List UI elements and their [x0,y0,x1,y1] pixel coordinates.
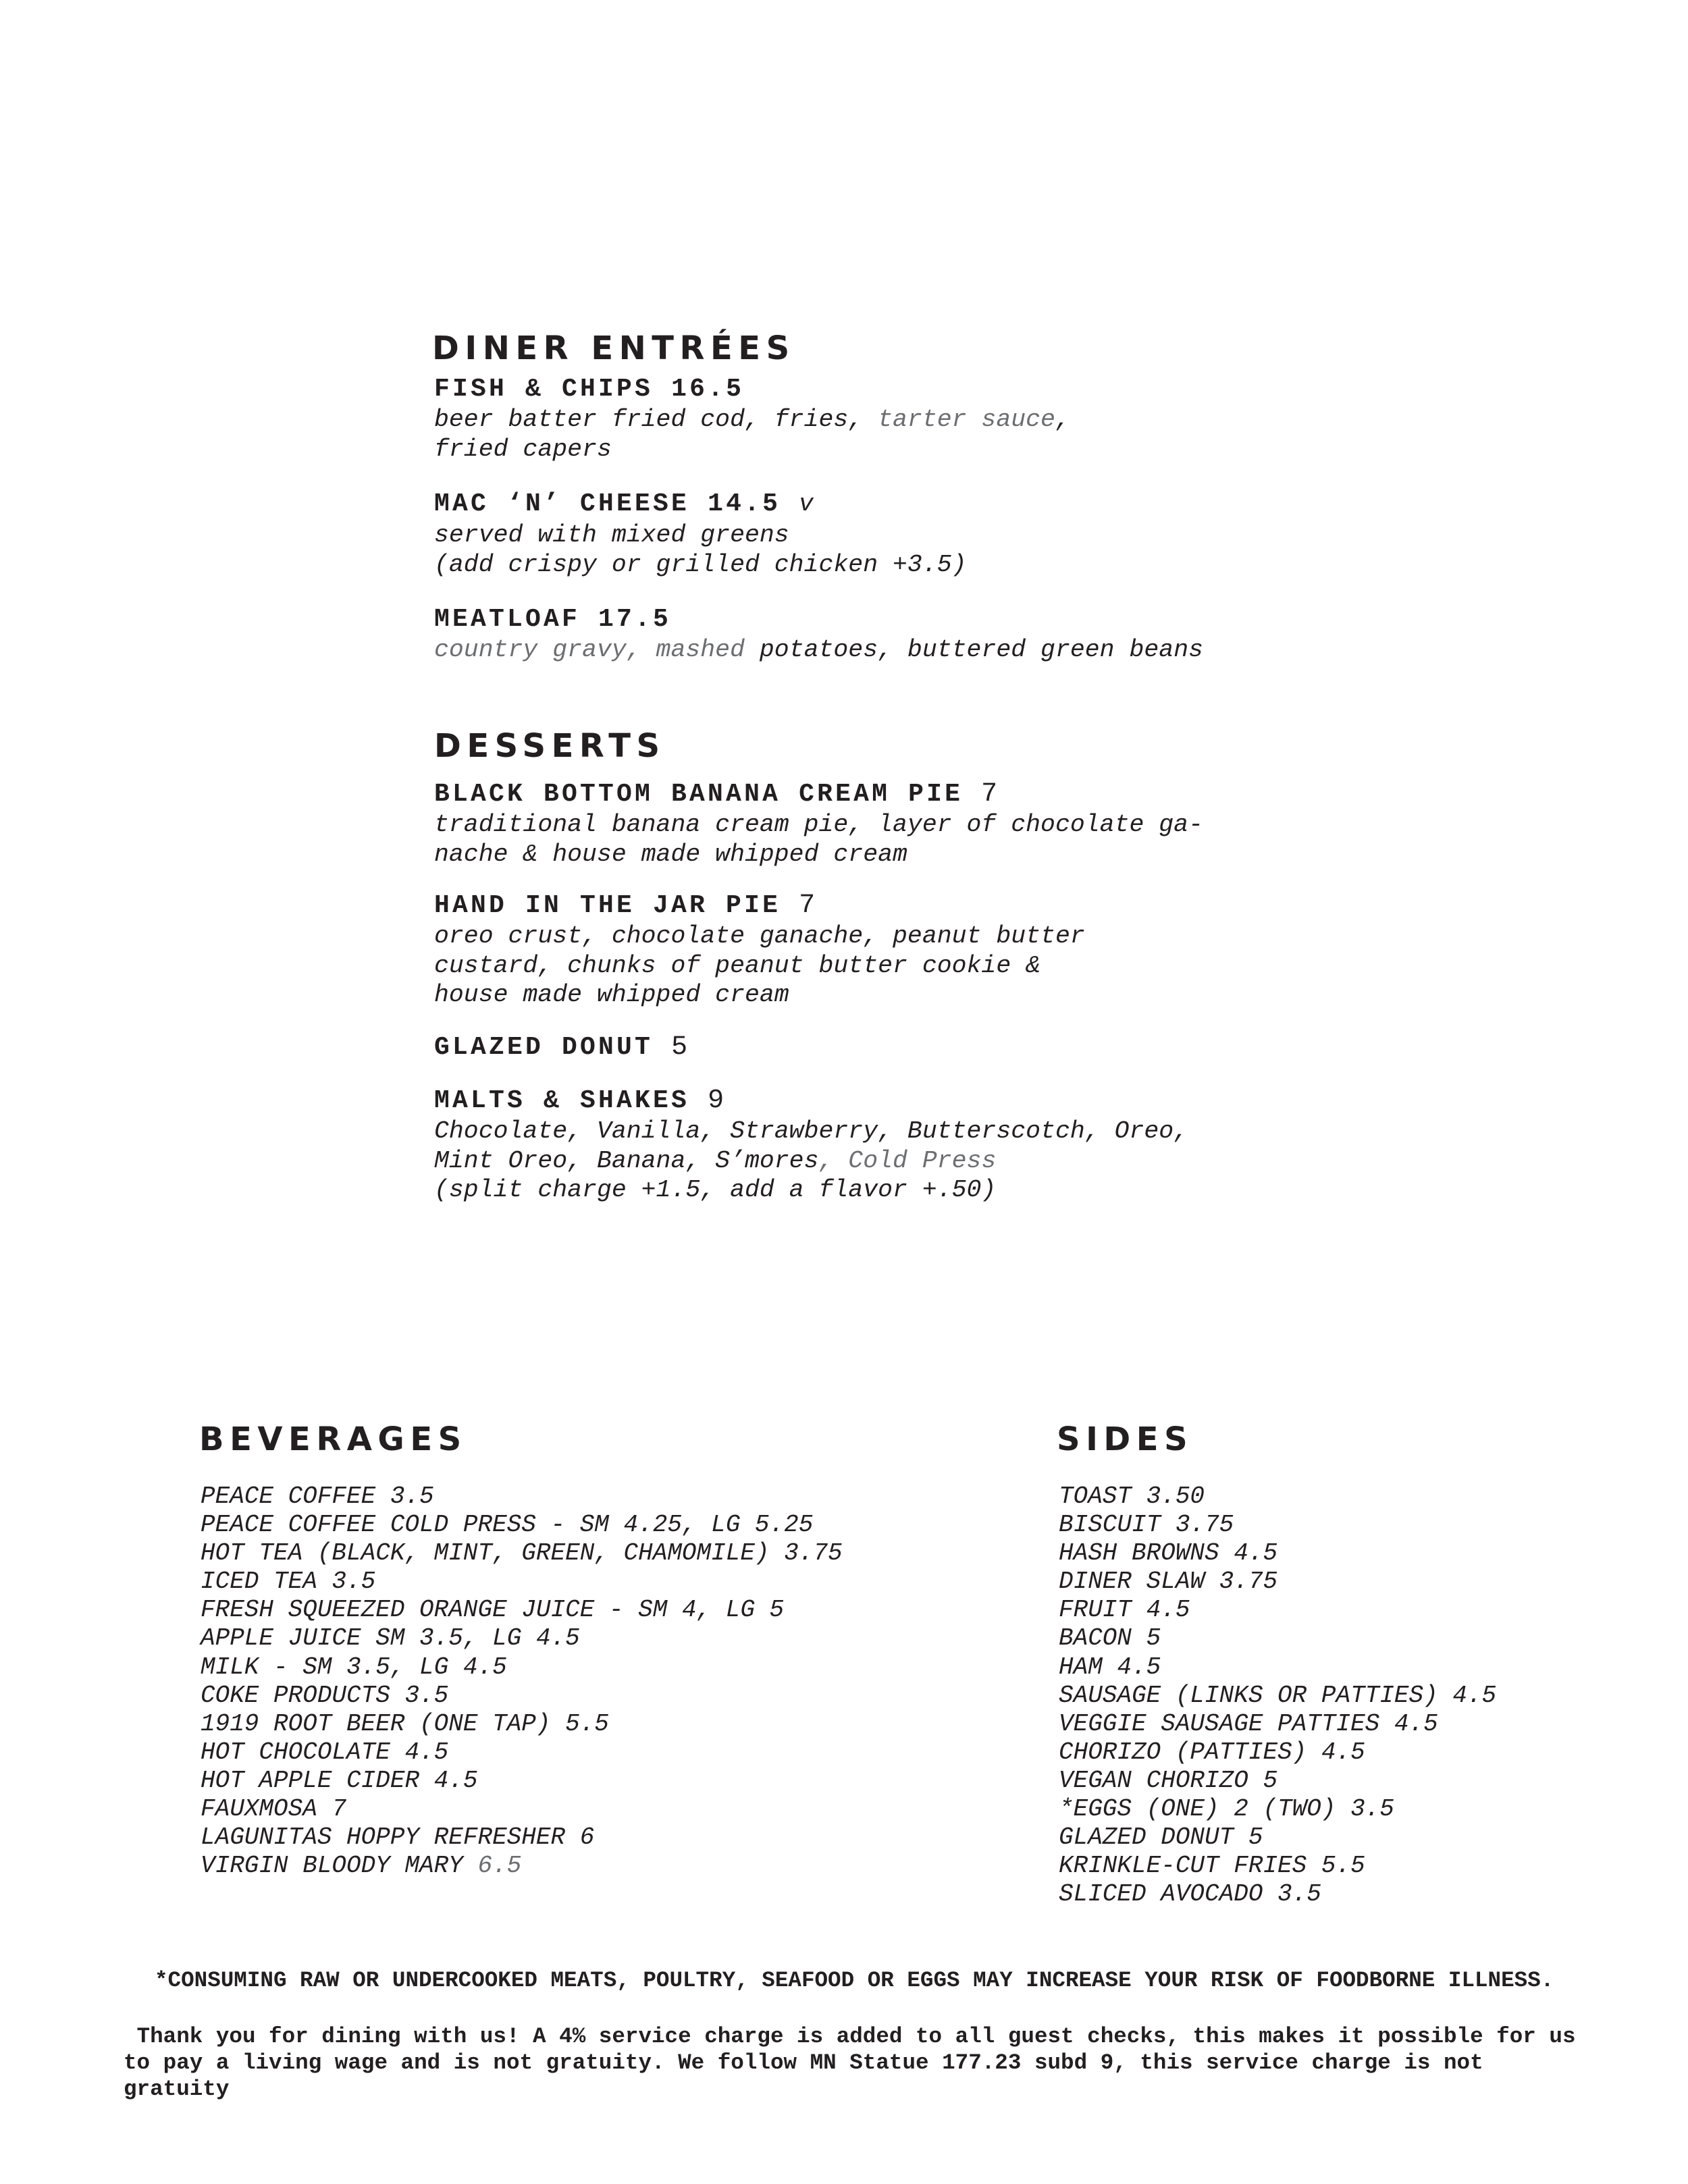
beverage-item [201,1624,843,1653]
menu-item-name [434,1086,724,1116]
description-line: custard, chunks of peanut butter cookie & [434,951,1041,980]
description-line: fried capers [434,435,612,463]
beverage-text: LAGUNITAS HOPPY REFRESHER 6 [201,1823,595,1852]
beverage-item [201,1596,843,1624]
side-item: VEGAN CHORIZO 5 [1059,1766,1278,1794]
menu-item-name [434,375,744,404]
description-text-light: country gravy, mashed [434,636,760,664]
description-line: house made whipped cream [434,981,789,1009]
description-text-light: tarter sauce [878,406,1055,433]
menu-item-description [434,405,1070,464]
item-title: MEATLOAF [434,605,581,634]
beverage-price-light: 6.5 [477,1852,522,1880]
item-price: 5 [671,1032,688,1063]
beverage-item [201,1710,843,1738]
beverage-text: 1919 ROOT BEER (ONE TAP) 5.5 [201,1709,609,1738]
item-price: 14.5 [708,489,781,518]
item-price: 7 [799,890,816,921]
item-price: 16.5 [671,375,745,404]
beverage-text: FRESH SQUEEZED ORANGE JUICE - SM 4, LG 5 [201,1596,785,1624]
beverages-list [201,1483,843,1880]
description-line: nache & house made whipped cream [434,840,907,868]
sides-list [1059,1483,1496,1909]
section-title-desserts: DESSERTS [434,727,666,765]
side-item: SAUSAGE (LINKS OR PATTIES) 4.5 [1059,1681,1497,1709]
section-title-beverages: BEVERAGES [199,1420,467,1458]
description-text: , [1055,406,1070,433]
side-item: FRUIT 4.5 [1059,1596,1190,1624]
side-item: SLICED AVOCADO 3.5 [1059,1880,1321,1909]
side-item: CHORIZO (PATTIES) 4.5 [1059,1738,1365,1766]
item-title: MALTS & SHAKES [434,1086,690,1115]
beverage-item [201,1483,843,1511]
description-line [434,405,1070,435]
vegetarian-tag: v [799,490,814,518]
side-item: DINER SLAW 3.75 [1059,1568,1278,1596]
section-title-entrees: DINER ENTRÉES [432,329,795,367]
beverage-text: HOT APPLE CIDER 4.5 [201,1766,478,1794]
menu-item-description [434,635,1203,665]
item-price: 9 [708,1086,724,1116]
description-line: Chocolate, Vanilla, Strawberry, Butterscotch, Oreo, [434,1117,1189,1145]
service-charge-line: Thank you for dining with us! A 4% service charge is added to all guest checks, this makes it possible for us [124,2024,1576,2049]
description-text: beer batter fried cod, fries, [434,406,878,433]
side-item: KRINKLE-CUT FRIES 5.5 [1059,1852,1365,1880]
beverage-text: APPLE JUICE SM 3.5, LG 4.5 [201,1624,580,1653]
menu-item-name [434,1033,687,1063]
beverage-item [201,1653,843,1682]
description-line: oreo crust, chocolate ganache, peanut butter [434,922,1085,950]
description-text: Mint Oreo, Banana, S’mores [434,1146,819,1175]
description-text: potatoes, buttered green beans [759,636,1203,664]
beverage-item [201,1511,843,1539]
description-text-light: , Cold Press [818,1146,997,1175]
beverage-text: MILK - SM 3.5, LG 4.5 [201,1653,507,1681]
section-title-sides: SIDES [1057,1420,1194,1458]
food-safety-warning: *CONSUMING RAW OR UNDERCOOKED MEATS, POULTRY, SEAFOOD OR EGGS MAY INCREASE YOUR RISK OF FOODBORNE ILLNESS. [155,1968,1554,1993]
menu-item-description [434,810,1203,869]
beverage-text: PEACE COFFEE 3.5 [201,1483,434,1510]
item-title: HAND IN THE JAR PIE [434,891,781,920]
item-price: 7 [981,779,998,809]
side-item: HASH BROWNS 4.5 [1059,1539,1278,1568]
menu-item-name [434,489,814,519]
beverage-text: COKE PRODUCTS 3.5 [201,1681,449,1709]
service-charge-line: to pay a living wage and is not gratuity. We follow MN Statue 177.23 subd 9, this service charge is not [124,2050,1483,2075]
beverage-item [201,1823,843,1852]
item-price: 17.5 [598,605,672,634]
menu-item-description [434,521,967,579]
description-line: traditional banana cream pie, layer of chocolate ga- [434,811,1203,838]
beverage-item [201,1568,843,1596]
beverage-item [201,1767,843,1795]
side-item: VEGGIE SAUSAGE PATTIES 4.5 [1059,1709,1438,1738]
side-item: *EGGS (ONE) 2 (TWO) 3.5 [1059,1795,1394,1823]
item-title: GLAZED DONUT [434,1033,654,1062]
side-item: GLAZED DONUT 5 [1059,1823,1263,1852]
side-item: HAM 4.5 [1059,1653,1161,1681]
side-item: TOAST 3.50 [1059,1483,1205,1510]
menu-item-description [434,1117,1188,1205]
beverage-text: HOT CHOCOLATE 4.5 [201,1738,449,1766]
side-item: BISCUIT 3.75 [1059,1511,1234,1539]
beverage-text: PEACE COFFEE COLD PRESS - SM 4.25, LG 5.25 [201,1511,814,1539]
item-title: FISH & CHIPS [434,375,654,404]
item-title: BLACK BOTTOM BANANA CREAM PIE [434,780,964,809]
beverage-text: HOT TEA (BLACK, MINT, GREEN, CHAMOMILE) 3.75 [201,1539,843,1568]
description-line: served with mixed greens [434,521,789,549]
item-title: MAC ‘N’ CHEESE [434,489,690,518]
menu-item-name [434,891,815,921]
description-line [434,1146,1188,1176]
beverage-item [201,1539,843,1568]
beverage-item [201,1795,843,1823]
beverage-text: FAUXMOSA 7 [201,1795,347,1823]
beverage-item [201,1738,843,1767]
service-charge-line: gratuity [124,2077,230,2102]
menu-item-name [434,605,671,635]
menu-item-name [434,780,997,809]
beverage-text: ICED TEA 3.5 [201,1568,376,1596]
description-line: (split charge +1.5, add a flavor +.50) [434,1176,997,1204]
description-line [434,635,1203,665]
description-line: (add crispy or grilled chicken +3.5) [434,550,967,579]
beverage-item [201,1852,843,1880]
beverage-text: VIRGIN BLOODY MARY [201,1852,478,1880]
side-item: BACON 5 [1059,1624,1161,1653]
beverage-item [201,1682,843,1710]
menu-item-description [434,922,1085,1010]
